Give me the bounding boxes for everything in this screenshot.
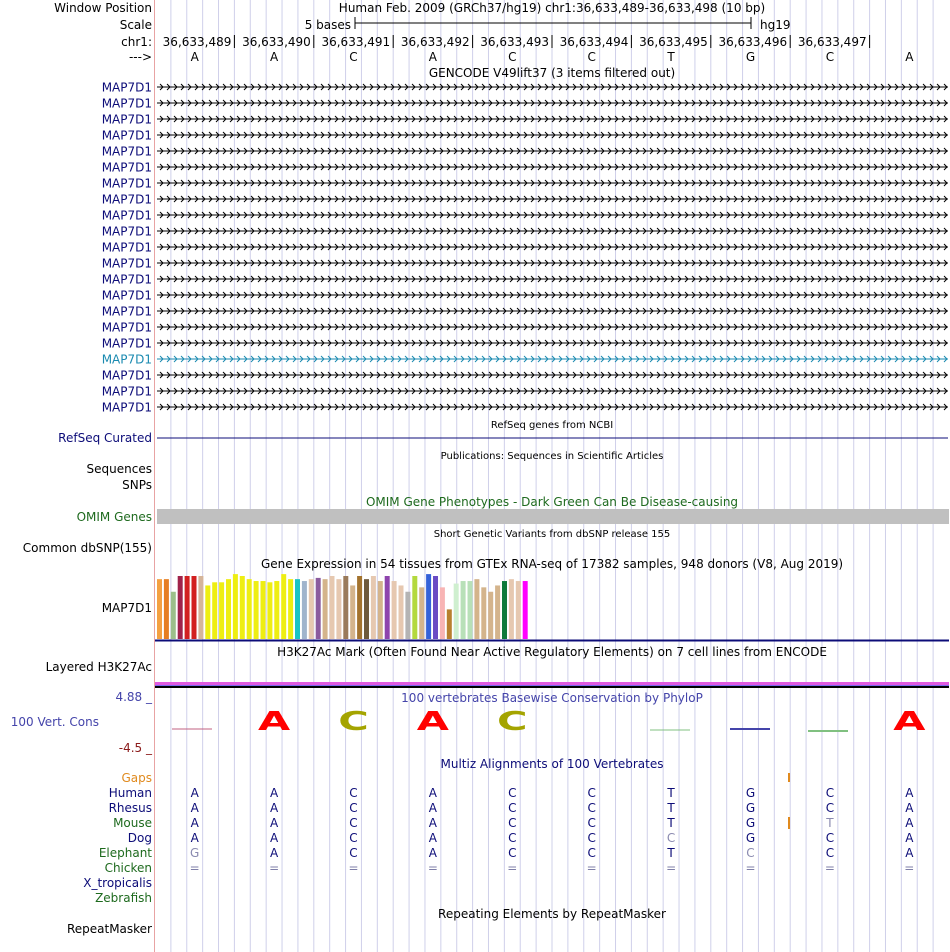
gtex-tissue-bar[interactable] [281,574,286,639]
h3k27ac-signal [155,685,949,686]
aligned-base: A [269,846,279,860]
position-label: 36,633,497 [797,35,867,49]
gtex-tissue-bar[interactable] [164,579,169,639]
phylop-label[interactable]: 100 Vert. Cons [10,715,99,729]
gtex-tissue-bar[interactable] [302,581,307,639]
aligned-base: A [428,846,438,860]
assembly-text: Human Feb. 2009 (GRCh37/hg19) chr1:36,633,489-36,633,498 (10 bp) [338,1,766,15]
gtex-tissue-bar[interactable] [309,579,314,639]
repeatmasker-track-title: Repeating Elements by RepeatMasker [438,907,666,921]
aligned-base: A [905,786,914,800]
gtex-tissue-bar[interactable] [323,579,328,639]
species-label[interactable]: Dog [127,831,152,845]
aligned-base: C [587,846,596,860]
aligned-base: C [587,831,596,845]
gencode-transcript-label[interactable]: MAP7D1 [101,336,152,351]
reference-base: C [825,50,835,64]
aligned-base: = [427,861,438,875]
gtex-tissue-bar[interactable] [440,587,445,639]
gtex-tissue-bar[interactable] [219,582,224,639]
species-label[interactable]: Mouse [113,816,152,830]
gencode-transcript-label[interactable]: MAP7D1 [101,112,152,127]
gtex-tissue-bar[interactable] [488,592,493,639]
reference-base: T [667,50,675,64]
snps-label: SNPs [122,478,152,492]
aligned-base: = [586,861,597,875]
reference-base: A [428,50,438,64]
scale-text: 5 bases [304,18,351,32]
gencode-transcript-label[interactable]: MAP7D1 [101,80,152,95]
aligned-base: = [348,861,359,875]
aligned-base: C [349,786,358,800]
aligned-base: A [269,801,279,815]
aligned-base: A [428,786,438,800]
reference-base: A [905,50,914,64]
aligned-base: C [587,816,596,830]
gtex-tissue-bar[interactable] [502,581,507,639]
gtex-tissue-bar[interactable] [461,581,466,639]
aligned-base: A [190,816,199,830]
conservation-logo-letter: C [338,706,369,737]
gencode-transcript-label[interactable]: MAP7D1 [101,240,152,255]
aligned-base: C [508,831,517,845]
gtex-tissue-bar[interactable] [205,585,210,639]
position-label: 36,633,491 [321,35,391,49]
aligned-base: = [666,861,677,875]
gtex-tissue-bar[interactable] [178,576,183,639]
aligned-base: = [824,861,835,875]
gtex-tissue-bar[interactable] [392,581,397,639]
gtex-tissue-bar[interactable] [419,587,424,639]
reference-base: A [190,50,199,64]
aligned-base: T [667,801,675,815]
aligned-base: T [667,846,675,860]
gtex-tissue-bar[interactable] [192,576,197,639]
gap-marker [788,773,790,782]
reference-base: A [269,50,279,64]
gencode-transcript-label[interactable]: MAP7D1 [101,176,152,191]
position-label: 36,633,495 [639,35,708,49]
reference-base: C [349,50,358,64]
gaps-label: Gaps [121,771,152,785]
aligned-base: C [349,846,358,860]
gtex-tissue-bar[interactable] [405,592,410,639]
aligned-base: G [745,816,756,830]
position-label: 36,633,496 [718,35,788,49]
aligned-base: = [189,861,200,875]
gtex-tissue-bar[interactable] [516,581,521,639]
gtex-tissue-bar[interactable] [233,574,238,639]
dbsnp-track-title: Short Genetic Variants from dbSNP release 155 [433,529,671,540]
aligned-base: A [190,801,199,815]
gencode-transcript-label[interactable]: MAP7D1 [101,128,152,143]
repeatmasker-label: RepeatMasker [66,922,152,936]
omim-feature-bar[interactable] [157,509,949,524]
multiz-track-title: Multiz Alignments of 100 Vertebrates [440,757,664,771]
gencode-transcript-label[interactable]: MAP7D1 [101,320,152,335]
position-label: 36,633,494 [559,35,629,49]
gencode-transcript-label[interactable]: MAP7D1 [101,160,152,175]
aligned-base: T [667,816,675,830]
h3k27ac-baseline [155,686,949,688]
reference-base: C [587,50,596,64]
window-position-label: Window Position [54,1,152,15]
aligned-base: C [587,786,596,800]
aligned-base: A [905,816,914,830]
aligned-base: C [508,786,517,800]
species-label[interactable]: Human [108,786,152,800]
gtex-tissue-bar[interactable] [212,582,217,639]
conservation-logo-letter: C [497,706,528,737]
gtex-tissue-bar[interactable] [267,582,272,639]
gencode-track-title: GENCODE V49lift37 (3 items filtered out) [428,66,676,80]
aligned-base: G [745,831,756,845]
aligned-base: A [428,801,438,815]
gencode-transcript-label[interactable]: MAP7D1 [101,288,152,303]
h3k27ac-track-title: H3K27Ac Mark (Often Found Near Active Regulatory Elements) on 7 cell lines from ENCODE [277,645,827,659]
gencode-transcript-label[interactable]: MAP7D1 [101,96,152,111]
gencode-transcript-label[interactable]: MAP7D1 [101,208,152,223]
phylop-min-label: -4.5 _ [118,741,152,755]
db-text: hg19 [760,18,791,32]
gtex-tissue-bar[interactable] [474,579,479,639]
publications-label: Sequences [86,462,152,476]
gtex-tissue-bar[interactable] [447,609,452,639]
aligned-base: C [508,846,517,860]
gtex-tissue-bar[interactable] [371,576,376,639]
refseq-label[interactable]: RefSeq Curated [58,431,152,445]
gencode-transcript-label[interactable]: MAP7D1 [101,400,152,415]
dbsnp-label: Common dbSNP(155) [22,541,152,555]
phylop-max-label: 4.88 _ [115,690,152,704]
gtex-tissue-bar[interactable] [330,576,335,639]
gencode-transcript-label[interactable]: MAP7D1 [101,272,152,287]
gtex-tissue-bar[interactable] [433,576,438,639]
aligned-base: G [190,846,200,860]
gencode-transcript-label[interactable]: MAP7D1 [101,224,152,239]
gtex-tissue-bar[interactable] [378,581,383,639]
gtex-tissue-bar[interactable] [509,579,514,639]
gtex-tissue-bar[interactable] [495,585,500,639]
publications-track-title: Publications: Sequences in Scientific Articles [440,451,664,462]
aligned-base: C [349,816,358,830]
gtex-tissue-bar[interactable] [357,576,362,639]
gencode-transcript-label[interactable]: MAP7D1 [101,384,152,399]
gtex-tissue-bar[interactable] [240,576,245,639]
gtex-tissue-bar[interactable] [454,584,459,639]
position-label: 36,633,489 [162,35,232,49]
gap-marker [788,817,790,829]
conservation-logo-letter: A [893,706,926,737]
gtex-tissue-bar[interactable] [226,579,231,639]
aligned-base: = [745,861,756,875]
gtex-tissue-bar[interactable] [288,579,293,639]
species-label[interactable]: Zebrafish [95,891,152,905]
gtex-tissue-bar[interactable] [426,574,431,639]
gencode-transcript-label[interactable]: MAP7D1 [101,256,152,271]
omim-label[interactable]: OMIM Genes [76,510,152,524]
aligned-base: C [746,846,755,860]
aligned-base: C [825,831,835,845]
gtex-tissue-bar[interactable] [523,581,528,639]
aligned-base: G [745,786,756,800]
aligned-base: T [826,816,834,830]
aligned-base: G [745,801,756,815]
aligned-base: C [825,801,835,815]
h3k27ac-label: Layered H3K27Ac [45,660,152,674]
position-label: 36,633,490 [242,35,311,49]
aligned-base: A [269,831,279,845]
gencode-transcript-label[interactable]: MAP7D1 [101,368,152,383]
omim-track-title: OMIM Gene Phenotypes - Dark Green Can Be Disease-causing [365,495,739,509]
aligned-base: = [507,861,518,875]
gtex-tissue-bar[interactable] [254,581,259,639]
gtex-tissue-bar[interactable] [295,579,300,639]
species-label[interactable]: Chicken [104,861,152,875]
phylop-track-title: 100 vertebrates Basewise Conservation by PhyloP [401,691,703,705]
gtex-tissue-bar[interactable] [261,581,266,639]
aligned-base: C [666,831,676,845]
aligned-base: C [349,831,358,845]
aligned-base: A [428,831,438,845]
chrom-label: chr1: [121,35,152,49]
aligned-base: A [905,801,914,815]
aligned-base: = [269,861,280,875]
gencode-transcript-label[interactable]: MAP7D1 [101,304,152,319]
reference-base: G [745,50,756,64]
gtex-tissue-bar[interactable] [385,576,390,639]
gtex-tissue-bar[interactable] [364,579,369,639]
gtex-tissue-bar[interactable] [336,579,341,639]
aligned-base: A [905,846,914,860]
position-label: 36,633,493 [480,35,549,49]
gtex-tissue-bar[interactable] [468,581,473,639]
gtex-tissue-bar[interactable] [157,579,162,639]
aligned-base: A [428,816,438,830]
aligned-base: = [904,861,915,875]
gtex-tissue-bar[interactable] [412,576,417,639]
gencode-transcript-label[interactable]: MAP7D1 [101,144,152,159]
reference-base: C [508,50,517,64]
scale-label: Scale [119,18,152,32]
species-label[interactable]: Elephant [98,846,152,860]
aligned-base: C [349,801,358,815]
aligned-base: C [508,801,517,815]
conservation-logo-letter: A [258,706,291,737]
gtex-tissue-bar[interactable] [343,576,348,639]
strand-label: ---> [128,50,152,64]
conservation-logo-letter: A [416,706,449,737]
species-label[interactable]: X_tropicalis [83,876,152,890]
aligned-base: C [587,801,596,815]
gtex-gene-label[interactable]: MAP7D1 [101,601,152,615]
h3k27ac-signal [155,682,949,685]
aligned-base: T [667,786,675,800]
gtex-tissue-bar[interactable] [185,576,190,639]
gtex-tissue-bar[interactable] [316,578,321,639]
gencode-transcript-label[interactable]: MAP7D1 [101,192,152,207]
gtex-tissue-bar[interactable] [481,587,486,639]
gencode-transcript-label[interactable]: MAP7D1 [101,352,152,367]
gtex-track-title: Gene Expression in 54 tissues from GTEx RNA-seq of 17382 samples, 948 donors (V8, Aug 2019) [260,557,844,571]
species-label[interactable]: Rhesus [108,801,152,815]
aligned-base: A [269,816,279,830]
position-label: 36,633,492 [400,35,470,49]
aligned-base: A [905,831,914,845]
gtex-tissue-bar[interactable] [198,576,203,639]
aligned-base: C [825,846,835,860]
aligned-base: C [825,786,835,800]
gtex-tissue-bar[interactable] [171,592,176,639]
aligned-base: A [269,786,279,800]
aligned-base: C [508,816,517,830]
gtex-tissue-bar[interactable] [399,585,404,639]
gtex-tissue-bar[interactable] [274,581,279,639]
aligned-base: A [190,831,199,845]
refseq-track-title: RefSeq genes from NCBI [490,420,614,431]
gtex-tissue-bar[interactable] [247,579,252,639]
aligned-base: A [190,786,199,800]
gtex-tissue-bar[interactable] [350,585,355,639]
